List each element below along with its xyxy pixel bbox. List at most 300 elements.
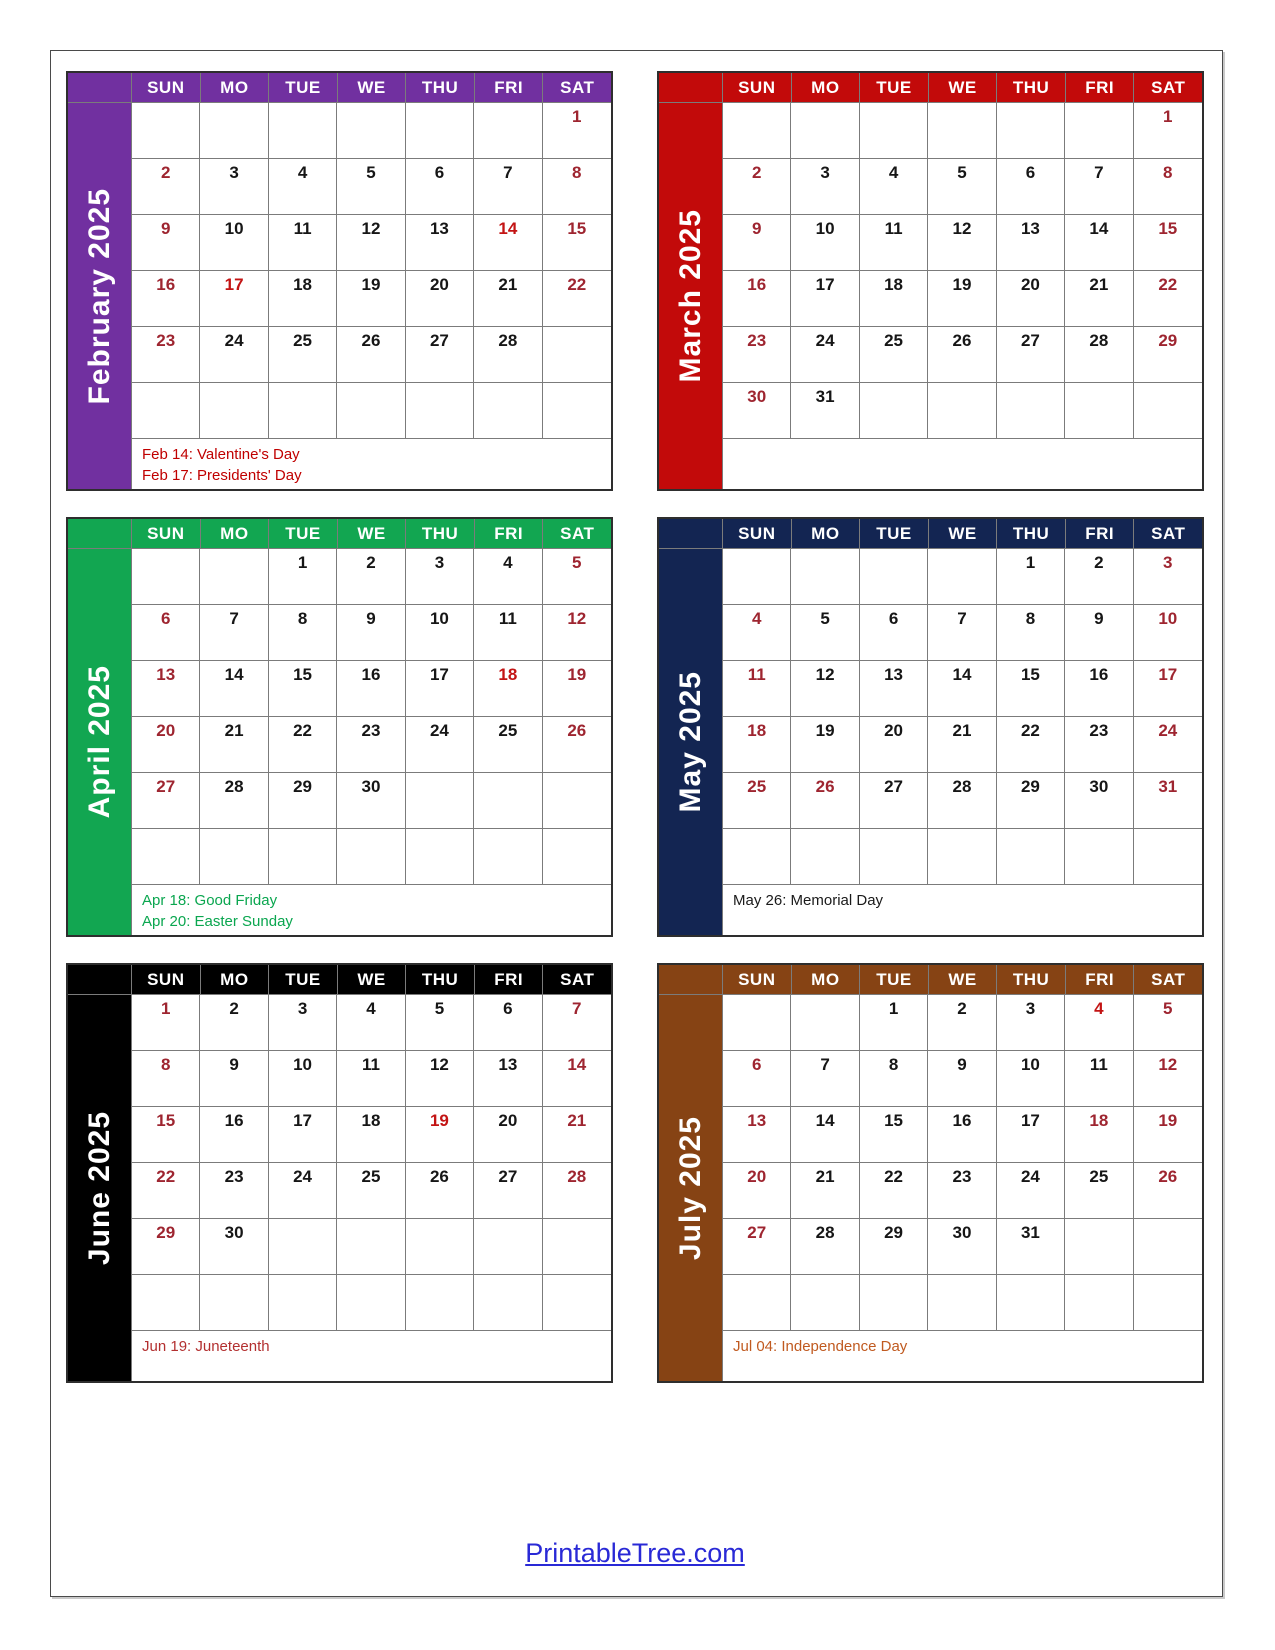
date-number: 23	[361, 721, 381, 740]
date-cell	[723, 995, 791, 1051]
month-grid-area	[132, 549, 611, 935]
date-cell	[406, 773, 474, 829]
date-cell	[1065, 605, 1133, 661]
date-number: 8	[572, 163, 582, 182]
date-cell	[474, 215, 542, 271]
day-header-sat: SAT	[543, 73, 611, 103]
day-header-sat: SAT	[543, 965, 611, 995]
date-number: 7	[572, 999, 582, 1018]
date-number: 26	[952, 331, 972, 350]
day-header-sun: SUN	[132, 519, 201, 549]
date-cell	[723, 773, 791, 829]
date-cell	[1134, 383, 1202, 439]
date-cell	[1134, 1219, 1202, 1275]
date-number: 15	[884, 1111, 904, 1130]
date-number: 24	[429, 721, 449, 740]
date-cell	[269, 661, 337, 717]
holiday-note: May 26: Memorial Day	[733, 892, 884, 909]
date-cell	[132, 661, 200, 717]
date-cell	[723, 1163, 791, 1219]
day-header-thu: THU	[997, 519, 1066, 549]
date-cell	[928, 773, 996, 829]
date-number: 13	[747, 1111, 767, 1130]
date-cell	[200, 605, 268, 661]
date-number: 25	[361, 1167, 381, 1186]
date-cell	[132, 215, 200, 271]
date-number: 18	[293, 275, 313, 294]
month-grid-area	[723, 995, 1202, 1381]
date-cell	[860, 773, 928, 829]
date-cell	[997, 829, 1065, 885]
date-number: 31	[1158, 777, 1178, 796]
month-title: February 2025	[82, 187, 116, 405]
date-number: 3	[820, 163, 830, 182]
date-number: 6	[751, 1055, 762, 1074]
day-header-mon: MO	[792, 73, 861, 103]
date-cell	[132, 103, 200, 159]
day-header-wed: WE	[929, 965, 998, 995]
date-cell	[474, 1051, 542, 1107]
date-number: 20	[429, 275, 449, 294]
date-number: 19	[952, 275, 972, 294]
date-number: 14	[815, 1111, 835, 1130]
date-cell	[200, 103, 268, 159]
date-number: 17	[815, 275, 835, 294]
date-number: 27	[498, 1167, 518, 1186]
date-number: 8	[297, 609, 308, 628]
date-number: 30	[1089, 777, 1109, 796]
date-cell	[474, 271, 542, 327]
date-number: 13	[156, 665, 176, 684]
date-cell	[860, 103, 928, 159]
date-number: 31	[1020, 1223, 1040, 1242]
date-number: 4	[503, 553, 513, 572]
date-number: 21	[498, 275, 518, 294]
date-cell	[791, 159, 859, 215]
date-cell	[406, 159, 474, 215]
date-number: 19	[429, 1111, 449, 1130]
date-cell	[791, 103, 859, 159]
date-cell	[723, 327, 791, 383]
date-number: 16	[361, 665, 381, 684]
day-header-tue: TUE	[269, 73, 338, 103]
holiday-note: Apr 18: Good Friday	[142, 892, 278, 909]
date-number: 29	[1158, 331, 1178, 350]
date-cell	[997, 605, 1065, 661]
date-number: 20	[884, 721, 904, 740]
date-number: 28	[1089, 331, 1109, 350]
date-cell	[997, 1163, 1065, 1219]
date-number: 10	[429, 609, 449, 628]
date-number: 18	[1089, 1111, 1109, 1130]
date-cell	[474, 605, 542, 661]
date-cell	[543, 829, 611, 885]
date-cell	[337, 773, 405, 829]
date-number: 24	[1020, 1167, 1040, 1186]
date-number: 12	[567, 609, 587, 628]
corner-cell	[68, 519, 132, 549]
date-number: 8	[160, 1055, 171, 1074]
date-number: 26	[1158, 1167, 1178, 1186]
date-cell	[723, 383, 791, 439]
date-cell	[997, 103, 1065, 159]
date-number: 17	[429, 665, 449, 684]
date-cell	[928, 383, 996, 439]
date-cell	[200, 773, 268, 829]
date-cell	[1134, 327, 1202, 383]
date-number: 7	[229, 609, 239, 628]
date-cell	[132, 271, 200, 327]
date-number: 13	[1020, 219, 1040, 238]
month-june	[66, 963, 613, 1383]
date-cell	[860, 1275, 928, 1331]
corner-cell	[68, 965, 132, 995]
date-number: 13	[498, 1055, 518, 1074]
month-body	[659, 103, 1202, 489]
date-number: 15	[156, 1111, 176, 1130]
date-number: 15	[567, 219, 587, 238]
date-number: 14	[567, 1055, 587, 1074]
date-cell	[1134, 1163, 1202, 1219]
date-cell	[860, 1219, 928, 1275]
date-cell	[132, 159, 200, 215]
date-cell	[1134, 215, 1202, 271]
date-cell	[337, 1107, 405, 1163]
date-cell	[1134, 995, 1202, 1051]
day-header-fri: FRI	[475, 519, 544, 549]
date-cell	[337, 995, 405, 1051]
weekday-header-row	[659, 73, 1202, 103]
date-number: 4	[366, 999, 376, 1018]
month-sidebar	[659, 103, 723, 489]
date-cell	[200, 1107, 268, 1163]
date-cell	[997, 271, 1065, 327]
month-sidebar	[659, 995, 723, 1381]
date-cell	[543, 661, 611, 717]
date-number: 6	[503, 999, 513, 1018]
date-cell	[474, 383, 542, 439]
month-body	[68, 995, 611, 1381]
day-header-thu: THU	[406, 519, 475, 549]
date-number: 12	[429, 1055, 449, 1074]
date-number: 22	[293, 721, 313, 740]
date-cell	[997, 1051, 1065, 1107]
date-cell	[997, 215, 1065, 271]
date-cell	[723, 1275, 791, 1331]
date-cell	[928, 159, 996, 215]
date-cell	[474, 1219, 542, 1275]
date-number: 3	[297, 999, 308, 1018]
date-cell	[200, 1219, 268, 1275]
weekday-header-row	[68, 73, 611, 103]
holiday-notes	[723, 1331, 1202, 1381]
date-cell	[406, 215, 474, 271]
date-number: 1	[572, 107, 582, 126]
date-cell	[860, 159, 928, 215]
date-cell	[928, 1163, 996, 1219]
date-number: 19	[567, 665, 587, 684]
date-cell	[791, 1275, 859, 1331]
date-number: 30	[361, 777, 381, 796]
holiday-note: Jul 04: Independence Day	[733, 1338, 908, 1355]
date-number: 7	[503, 163, 513, 182]
dates-grid	[132, 995, 611, 1331]
day-header-thu: THU	[406, 73, 475, 103]
day-header-sat: SAT	[1134, 519, 1202, 549]
date-cell	[132, 995, 200, 1051]
date-number: 14	[498, 219, 518, 238]
date-cell	[791, 327, 859, 383]
date-number: 7	[820, 1055, 830, 1074]
date-number: 1	[297, 553, 308, 572]
day-header-tue: TUE	[860, 73, 929, 103]
date-number: 25	[293, 331, 313, 350]
date-cell	[723, 271, 791, 327]
date-cell	[200, 717, 268, 773]
date-cell	[860, 383, 928, 439]
date-cell	[269, 717, 337, 773]
date-number: 15	[1020, 665, 1040, 684]
date-number: 26	[567, 721, 587, 740]
date-number: 1	[160, 999, 171, 1018]
date-cell	[1065, 1163, 1133, 1219]
date-number: 18	[498, 665, 518, 684]
date-cell	[543, 103, 611, 159]
day-header-sat: SAT	[1134, 73, 1202, 103]
date-number: 8	[888, 1055, 899, 1074]
footer	[66, 1538, 1204, 1569]
date-number: 20	[156, 721, 176, 740]
date-number: 5	[957, 163, 967, 182]
day-header-sun: SUN	[132, 965, 201, 995]
date-cell	[543, 383, 611, 439]
date-cell	[723, 717, 791, 773]
months-grid	[66, 71, 1204, 1383]
date-cell	[928, 1051, 996, 1107]
date-number: 9	[229, 1055, 239, 1074]
date-number: 24	[224, 331, 244, 350]
day-header-mon: MO	[201, 965, 270, 995]
dates-grid	[723, 995, 1202, 1331]
date-number: 11	[498, 609, 517, 628]
date-cell	[791, 1107, 859, 1163]
date-number: 2	[366, 553, 376, 572]
date-cell	[132, 605, 200, 661]
date-cell	[474, 327, 542, 383]
day-header-wed: WE	[929, 519, 998, 549]
date-cell	[337, 1275, 405, 1331]
date-number: 17	[1158, 665, 1178, 684]
day-header-sun: SUN	[132, 73, 201, 103]
footer-link[interactable]: PrintableTree.com	[525, 1538, 745, 1568]
date-number: 6	[888, 609, 899, 628]
date-number: 11	[293, 219, 312, 238]
date-number: 28	[815, 1223, 835, 1242]
day-header-sat: SAT	[543, 519, 611, 549]
date-cell	[543, 1275, 611, 1331]
date-cell	[543, 327, 611, 383]
date-number: 2	[1094, 553, 1104, 572]
date-cell	[543, 215, 611, 271]
date-cell	[337, 829, 405, 885]
date-cell	[1065, 383, 1133, 439]
date-cell	[543, 159, 611, 215]
date-number: 21	[224, 721, 244, 740]
date-cell	[1134, 103, 1202, 159]
date-cell	[860, 215, 928, 271]
month-march	[657, 71, 1204, 491]
date-cell	[200, 1275, 268, 1331]
date-cell	[406, 383, 474, 439]
day-header-tue: TUE	[860, 965, 929, 995]
date-number: 3	[1025, 999, 1036, 1018]
date-number: 22	[156, 1167, 176, 1186]
date-number: 28	[224, 777, 244, 796]
month-body	[68, 103, 611, 489]
day-header-fri: FRI	[1066, 519, 1135, 549]
date-number: 4	[888, 163, 899, 182]
date-cell	[337, 549, 405, 605]
date-cell	[1065, 661, 1133, 717]
date-cell	[132, 1051, 200, 1107]
date-cell	[132, 829, 200, 885]
date-cell	[1134, 605, 1202, 661]
date-cell	[997, 1275, 1065, 1331]
date-cell	[269, 1163, 337, 1219]
date-cell	[928, 829, 996, 885]
date-cell	[1065, 327, 1133, 383]
date-number: 22	[884, 1167, 904, 1186]
date-cell	[269, 103, 337, 159]
date-cell	[1065, 1051, 1133, 1107]
date-cell	[1065, 829, 1133, 885]
date-cell	[474, 1107, 542, 1163]
date-cell	[928, 605, 996, 661]
date-cell	[474, 103, 542, 159]
date-cell	[406, 1163, 474, 1219]
date-cell	[200, 661, 268, 717]
corner-cell	[659, 519, 723, 549]
date-cell	[269, 159, 337, 215]
date-number: 22	[1020, 721, 1040, 740]
date-number: 17	[224, 275, 244, 294]
date-number: 16	[1089, 665, 1109, 684]
date-cell	[543, 549, 611, 605]
date-cell	[543, 1163, 611, 1219]
date-number: 11	[747, 665, 766, 684]
date-cell	[928, 549, 996, 605]
holiday-notes	[132, 885, 611, 935]
date-cell	[860, 829, 928, 885]
date-cell	[474, 549, 542, 605]
date-cell	[337, 103, 405, 159]
date-cell	[1065, 995, 1133, 1051]
date-number: 14	[224, 665, 244, 684]
holiday-notes	[723, 439, 1202, 489]
date-cell	[1065, 773, 1133, 829]
date-cell	[860, 605, 928, 661]
date-number: 12	[815, 665, 835, 684]
date-number: 21	[815, 1167, 835, 1186]
date-number: 28	[952, 777, 972, 796]
day-header-fri: FRI	[1066, 73, 1135, 103]
date-cell	[1134, 1107, 1202, 1163]
date-cell	[543, 773, 611, 829]
date-cell	[200, 1051, 268, 1107]
date-cell	[997, 383, 1065, 439]
date-cell	[1134, 159, 1202, 215]
date-cell	[1065, 1219, 1133, 1275]
date-cell	[200, 829, 268, 885]
date-number: 2	[751, 163, 762, 182]
date-cell	[928, 1275, 996, 1331]
date-number: 29	[1020, 777, 1040, 796]
date-cell	[337, 1219, 405, 1275]
month-body	[659, 549, 1202, 935]
date-number: 26	[815, 777, 835, 796]
date-number: 23	[224, 1167, 244, 1186]
month-sidebar	[659, 549, 723, 935]
date-cell	[474, 1163, 542, 1219]
date-number: 13	[884, 665, 904, 684]
day-header-wed: WE	[338, 965, 407, 995]
date-number: 1	[888, 999, 899, 1018]
day-header-wed: WE	[929, 73, 998, 103]
day-header-sun: SUN	[723, 519, 792, 549]
date-cell	[1134, 549, 1202, 605]
date-number: 27	[429, 331, 449, 350]
date-number: 18	[884, 275, 904, 294]
date-cell	[474, 773, 542, 829]
date-cell	[928, 661, 996, 717]
day-header-fri: FRI	[1066, 965, 1135, 995]
holiday-notes	[723, 885, 1202, 935]
date-number: 12	[361, 219, 381, 238]
date-number: 30	[224, 1223, 244, 1242]
date-cell	[406, 605, 474, 661]
date-number: 1	[1163, 107, 1173, 126]
date-number: 28	[567, 1167, 587, 1186]
date-cell	[337, 1051, 405, 1107]
date-cell	[791, 773, 859, 829]
date-cell	[997, 773, 1065, 829]
date-number: 24	[1158, 721, 1178, 740]
date-cell	[406, 829, 474, 885]
date-number: 31	[815, 387, 835, 406]
day-header-thu: THU	[997, 965, 1066, 995]
month-grid-area	[132, 103, 611, 489]
day-header-wed: WE	[338, 73, 407, 103]
date-cell	[543, 605, 611, 661]
date-number: 5	[1163, 999, 1173, 1018]
date-number: 5	[820, 609, 830, 628]
date-number: 12	[952, 219, 972, 238]
date-cell	[132, 773, 200, 829]
date-number: 11	[362, 1055, 380, 1074]
date-number: 11	[884, 219, 903, 238]
date-cell	[269, 271, 337, 327]
date-number: 25	[884, 331, 904, 350]
date-number: 29	[156, 1223, 176, 1242]
date-number: 10	[224, 219, 244, 238]
month-grid-area	[723, 103, 1202, 489]
date-number: 23	[156, 331, 176, 350]
month-title: March 2025	[673, 209, 707, 383]
date-cell	[132, 717, 200, 773]
holiday-note: Jun 19: Juneteenth	[142, 1338, 270, 1355]
date-cell	[337, 215, 405, 271]
date-cell	[997, 717, 1065, 773]
